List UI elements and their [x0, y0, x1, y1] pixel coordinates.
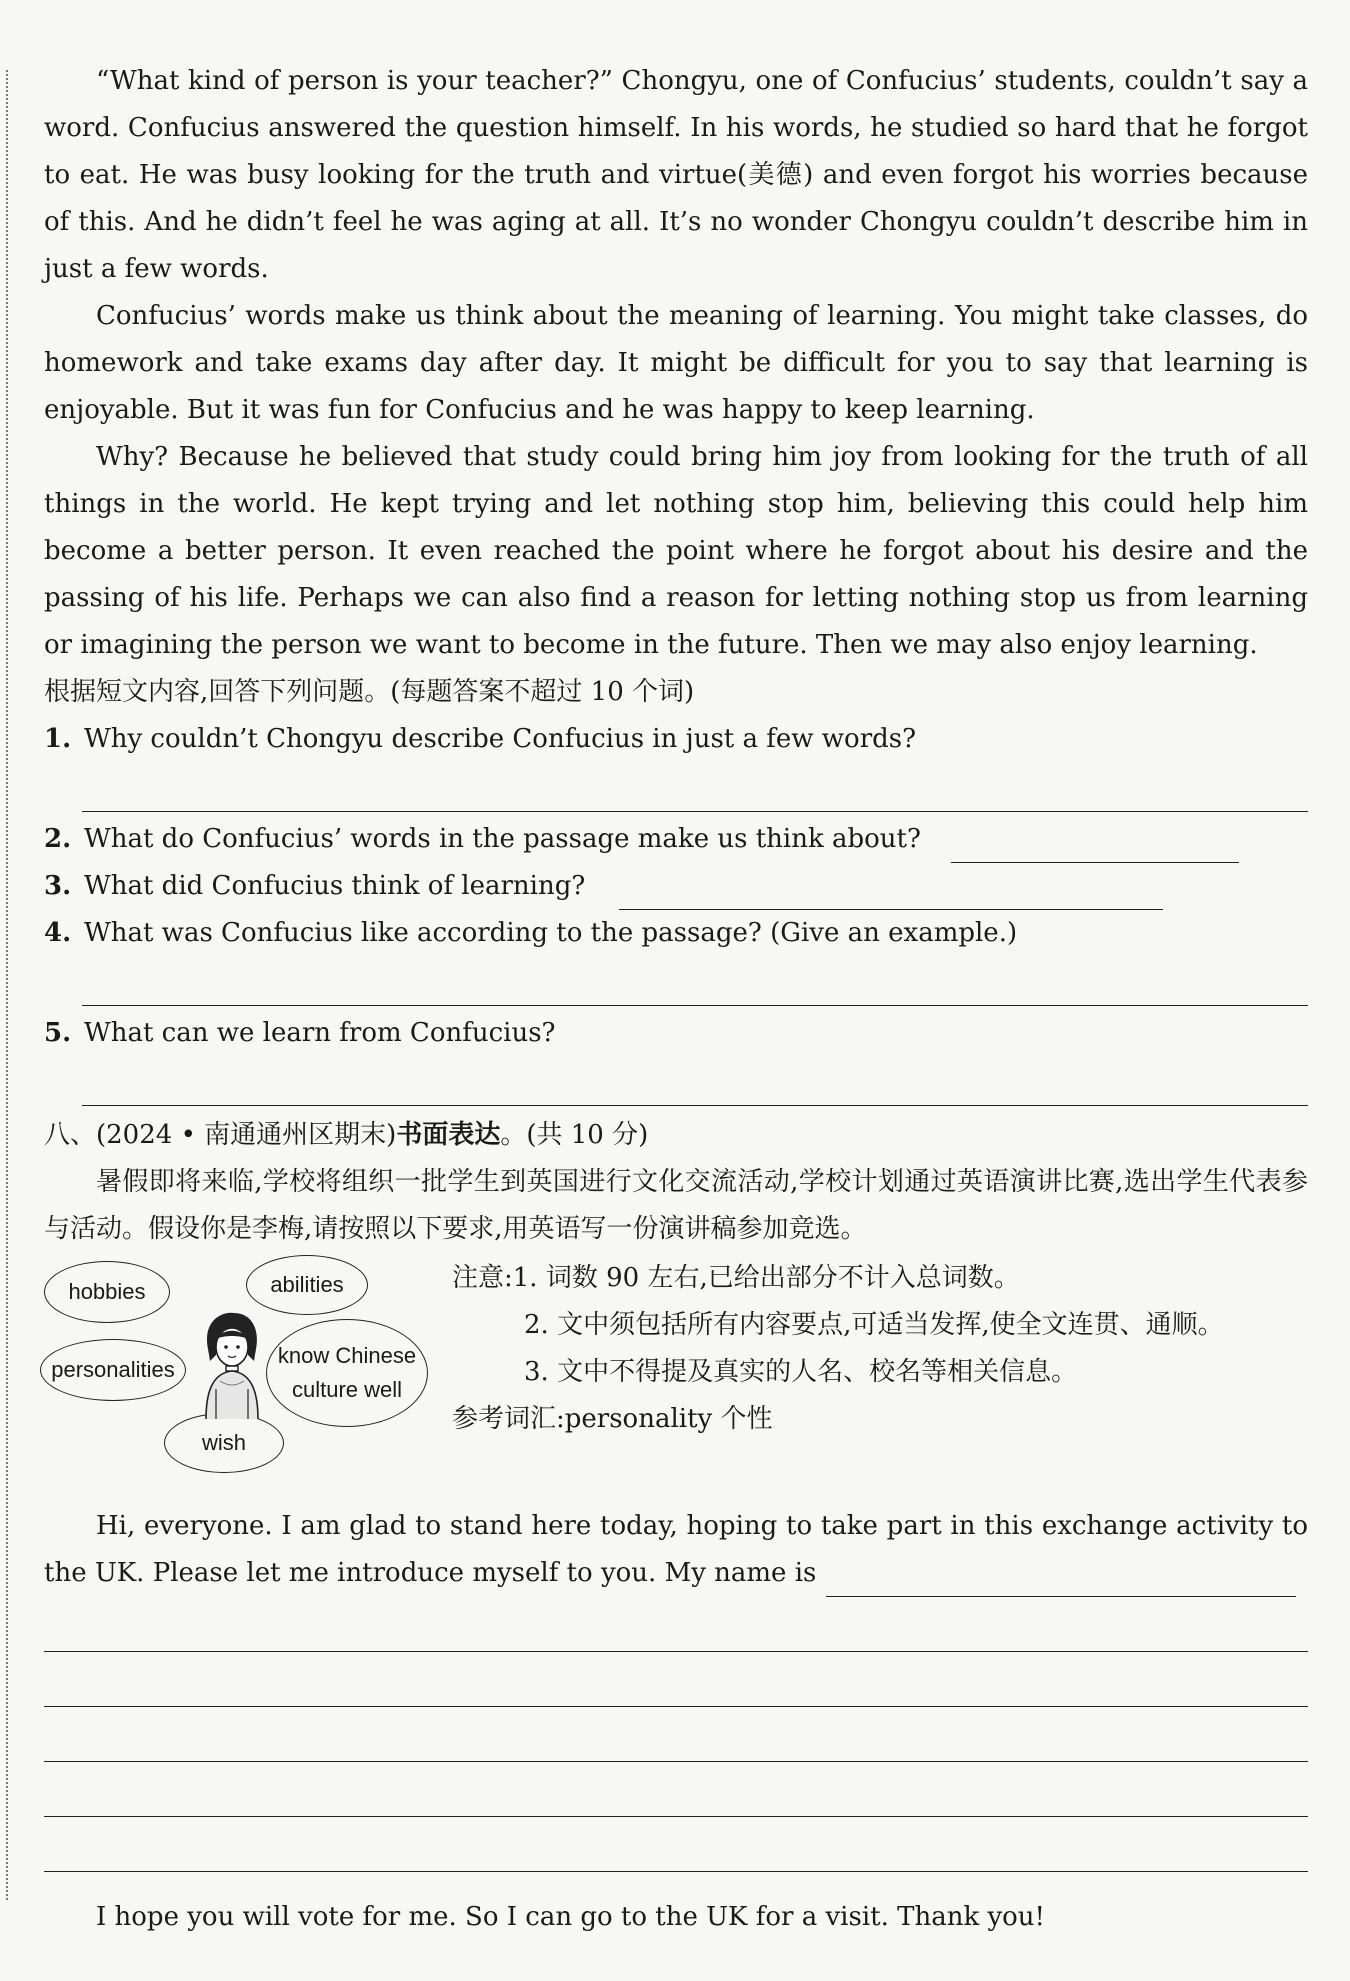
question-number: 2. [44, 824, 72, 854]
section-8-title: 书面表达 [396, 1120, 501, 1150]
section-8-score: 。(共 10 分) [500, 1120, 649, 1150]
binding-margin-rule [6, 70, 8, 1900]
section-8-label: 八、(2024 • 南通通州区期末) [44, 1120, 397, 1150]
bubble-personalities [40, 1339, 186, 1401]
answer-line-3[interactable] [619, 875, 1163, 910]
answer-line-4[interactable] [82, 957, 1308, 1006]
writing-line-4[interactable] [44, 1762, 1308, 1817]
bubble-hobbies [44, 1261, 170, 1323]
speech-opening [44, 1503, 1308, 1597]
passage-paragraph-1: “What kind of person is your teacher?” Chongyu, one of Confucius’ students, couldn’t say a word. Confucius answered the question himself. In his words, he studied so hard that he forgot to eat. He was busy looking for the truth and virtue(美德) and even forgot his worries because of this. And he didn’t feel he was aging at all. It’s no wonder Chongyu couldn’t describe him in just a few words. [44, 66, 1308, 284]
question-instruction: 根据短文内容,回答下列问题。(每题答案不超过 10 个词) [44, 677, 695, 707]
question-text: What was Confucius like according to the passage? (Give an example.) [84, 918, 1018, 948]
answer-line-2[interactable] [951, 828, 1239, 863]
question-text: What can we learn from Confucius? [84, 1018, 556, 1048]
question-number: 3. [44, 871, 72, 901]
girl-illustration [194, 1309, 268, 1421]
bubble-label: hobbies [68, 1278, 146, 1304]
bubble-know-chinese-culture [266, 1319, 428, 1427]
speech-opening-text: Hi, everyone. I am glad to stand here today, hoping to take part in this exchange activity to the UK. Please let me introduce myself to you. My name is [44, 1511, 1308, 1588]
writing-prompt: 暑假即将来临,学校将组织一批学生到英国进行文化交流活动,学校计划通过英语演讲比赛,选出学生代表参与活动。假设你是李梅,请按照以下要求,用英语写一份演讲稿参加竞选。 [44, 1167, 1308, 1244]
note-3: 3. 文中不得提及真实的人名、校名等相关信息。 [524, 1357, 1078, 1387]
writing-line-5[interactable] [44, 1817, 1308, 1872]
reference-vocabulary: 参考词汇:personality 个性 [452, 1404, 773, 1434]
content-area [44, 58, 1308, 1941]
question-text: What do Confucius’ words in the passage make us think about? [84, 824, 921, 854]
bubble-label-line-1: know Chinese [277, 1342, 417, 1368]
question-2 [44, 816, 1308, 863]
question-3 [44, 863, 1308, 910]
question-number: 1. [44, 724, 72, 754]
question-number: 4. [44, 918, 72, 948]
writing-line-3[interactable] [44, 1707, 1308, 1762]
note-1: 注意:1. 词数 90 左右,已给出部分不计入总词数。 [452, 1263, 1020, 1293]
speech-closing: I hope you will vote for me. So I can go to the UK for a visit. Thank you! [96, 1902, 1045, 1932]
writing-line-2[interactable] [44, 1652, 1308, 1707]
bubble-wish [164, 1413, 284, 1473]
bubble-label: abilities [270, 1271, 344, 1297]
answer-line-5[interactable] [82, 1057, 1308, 1106]
question-5 [44, 1010, 1308, 1057]
bubble-label-line-2: culture well [291, 1377, 403, 1402]
writing-notes [452, 1255, 1312, 1443]
note-2: 2. 文中须包括所有内容要点,可适当发挥,使全文连贯、通顺。 [524, 1310, 1224, 1340]
question-1 [44, 716, 1308, 763]
writing-task-area [44, 1253, 1308, 1485]
passage-paragraph-2: Confucius’ words make us think about the meaning of learning. You might take classes, do homework and take exams day after day. It might be difficult for you to say that learning is enjoyable. But it was fun for Confucius and he was happy to keep learning. [44, 301, 1308, 425]
question-text: What did Confucius think of learning? [84, 871, 586, 901]
bubble-label: wish [201, 1429, 246, 1455]
passage-paragraph-3: Why? Because he believed that study could bring him joy from looking for the truth of all things in the world. He kept trying and let nothing stop him, believing this could help him become a better person. It even reached the point where he forgot about his desire and the passing of his life. Perhaps we can also find a reason for letting nothing stop us from learning or imagining the person we want to become in the future. Then we may also enjoy learning. [44, 442, 1308, 660]
name-answer-line[interactable] [826, 1566, 1296, 1597]
bubble-label: personalities [51, 1356, 175, 1382]
answer-line-1[interactable] [82, 763, 1308, 812]
writing-line-1[interactable] [44, 1597, 1308, 1652]
question-number: 5. [44, 1018, 72, 1048]
question-text: Why couldn’t Chongyu describe Confucius in just a few words? [84, 724, 917, 754]
bubble-abilities [246, 1255, 368, 1315]
question-4 [44, 910, 1308, 957]
section-8-heading [44, 1112, 1308, 1159]
